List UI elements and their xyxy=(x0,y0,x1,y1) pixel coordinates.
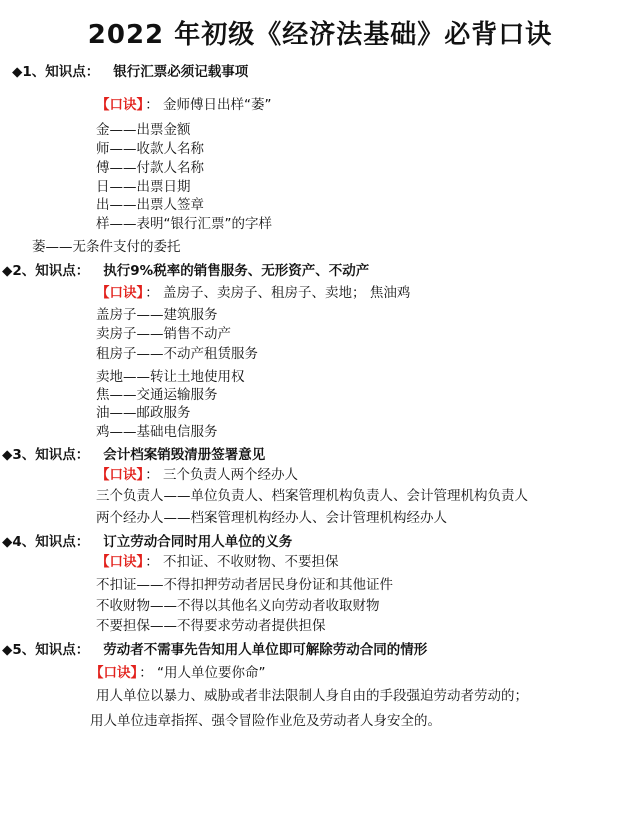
section-2-heading xyxy=(2,262,369,280)
section-1-line: 日——出票日期 xyxy=(96,179,191,195)
section-4-heading xyxy=(2,533,292,551)
section-1-line: 萎——无条件支付的委托 xyxy=(32,239,181,255)
section-2-mnemonic-text: 盖房子、卖房子、租房子、卖地； 焦油鸡 xyxy=(163,285,411,301)
section-5-mnemonic xyxy=(90,664,266,682)
section-5-heading xyxy=(2,641,427,659)
section-1-heading-topic: 银行汇票必须记载事项 xyxy=(113,64,249,80)
section-5-mnemonic-colon: ： xyxy=(139,665,153,681)
section-2-line: 鸡——基础电信服务 xyxy=(96,424,218,440)
section-1-line: 金——出票金额 xyxy=(96,122,191,138)
section-3-mnemonic-text: 三个负责人两个经办人 xyxy=(163,467,299,483)
section-5-heading-prefix: ◆5、知识点： xyxy=(2,642,90,658)
section-3-line: 三个负责人——单位负责人、档案管理机构负责人、会计管理机构负责人 xyxy=(96,488,528,504)
section-3-line: 两个经办人——档案管理机构经办人、会计管理机构经办人 xyxy=(96,510,447,526)
section-3-mnemonic-label: 【口诀】 xyxy=(96,467,144,483)
section-1-mnemonic-label: 【口诀】 xyxy=(96,97,144,113)
section-3-heading xyxy=(2,446,265,464)
section-1-mnemonic-colon: ： xyxy=(145,97,159,113)
section-4-line: 不收财物——不得以其他名义向劳动者收取财物 xyxy=(96,598,380,614)
section-4-heading-prefix: ◆4、知识点： xyxy=(2,534,90,550)
section-3-heading-topic: 会计档案销毁清册签署意见 xyxy=(103,447,266,463)
section-2-line: 卖地——转让土地使用权 xyxy=(96,369,245,385)
section-2-line: 油——邮政服务 xyxy=(96,405,191,421)
section-3-heading-prefix: ◆3、知识点： xyxy=(2,447,90,463)
section-1-line: 样——表明“银行汇票”的字样 xyxy=(96,216,272,232)
section-2-mnemonic-label: 【口诀】 xyxy=(96,285,144,301)
section-4-mnemonic xyxy=(96,553,339,571)
section-1-heading xyxy=(12,63,248,81)
section-5-mnemonic-text: “用人单位要你命” xyxy=(157,665,266,681)
section-1-mnemonic-text: 金师傅日出样“萎” xyxy=(163,97,272,113)
section-1-line: 傅——付款人名称 xyxy=(96,160,204,176)
section-4-line: 不扣证——不得扣押劳动者居民身份证和其他证件 xyxy=(96,577,393,593)
section-3-mnemonic-colon: ： xyxy=(145,467,159,483)
section-4-mnemonic-label: 【口诀】 xyxy=(96,554,144,570)
section-3-mnemonic xyxy=(96,466,298,484)
section-2-line: 焦——交通运输服务 xyxy=(96,387,218,403)
section-2-mnemonic xyxy=(96,284,410,302)
section-5-line: 用人单位违章指挥、强令冒险作业危及劳动者人身安全的。 xyxy=(90,713,441,729)
section-1-line: 师——收款人名称 xyxy=(96,141,204,157)
section-5-mnemonic-label: 【口诀】 xyxy=(90,665,138,681)
section-1-heading-prefix: ◆1、知识点： xyxy=(12,64,100,80)
section-4-mnemonic-colon: ： xyxy=(145,554,159,570)
section-4-heading-topic: 订立劳动合同时用人单位的义务 xyxy=(103,534,293,550)
section-2-heading-prefix: ◆2、知识点： xyxy=(2,263,90,279)
section-1-line: 出——出票人签章 xyxy=(96,197,204,213)
page-title: 2022 年初级《经济法基础》必背口诀 xyxy=(87,20,553,50)
section-4-mnemonic-text: 不扣证、不收财物、不要担保 xyxy=(163,554,339,570)
section-5-line: 用人单位以暴力、威胁或者非法限制人身自由的手段强迫劳动者劳动的； xyxy=(96,688,528,704)
section-5-heading-topic: 劳动者不需事先告知用人单位即可解除劳动合同的情形 xyxy=(103,642,428,658)
section-2-line: 租房子——不动产租赁服务 xyxy=(96,346,258,362)
section-2-heading-topic: 执行9%税率的销售服务、无形资产、不动产 xyxy=(103,263,370,279)
section-1-mnemonic xyxy=(96,96,272,114)
section-2-line: 盖房子——建筑服务 xyxy=(96,307,218,323)
section-4-line: 不要担保——不得要求劳动者提供担保 xyxy=(96,618,326,634)
section-2-line: 卖房子——销售不动产 xyxy=(96,326,231,342)
section-2-mnemonic-colon: ： xyxy=(145,285,159,301)
